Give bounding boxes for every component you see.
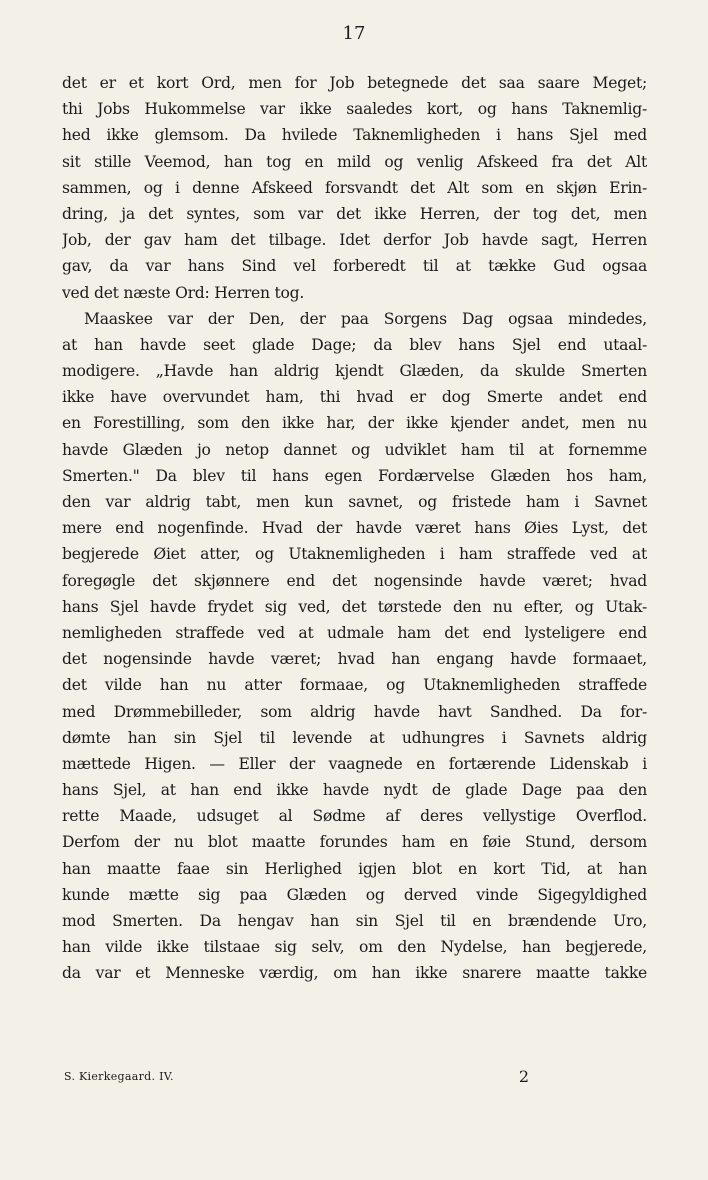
text-line: det vilde han nu atter formaae, og Utaknemligheden straffede (62, 676, 647, 695)
text-line: ikke have overvundet ham, thi hvad er dog Smerte andet end (62, 388, 647, 407)
page-footer (62, 1066, 647, 1088)
text-line: dring, ja det syntes, som var det ikke Herren, der tog det, men (62, 204, 647, 223)
text-line: mere end nogenfinde. Hvad der havde været hans Øies Lyst, det (62, 519, 647, 538)
text-line: mættede Higen. — Eller der vaagnede en fortærende Lidenskab i (62, 754, 647, 773)
text-line: foregøgle det skjønnere end det nogensinde havde været; hvad (62, 571, 647, 590)
text-line: modigere. „Havde han aldrig kjendt Glæden, da skulde Smerten (62, 362, 647, 381)
text-line: da var et Menneske værdig, om han ikke snarere maatte takke (62, 964, 647, 983)
printer-signature: S. Kierkegaard. IV. (64, 1070, 174, 1083)
page-number: 17 (342, 23, 366, 44)
text-line: Maaskee var der Den, der paa Sorgens Dag ogsaa mindedes, (84, 309, 647, 328)
text-line: Smerten." Da blev til hans egen Fordærvelse Glæden hos ham, (62, 466, 647, 485)
text-line: Derfom der nu blot maatte forundes ham en føie Stund, dersom (62, 833, 647, 852)
text-line: thi Jobs Hukommelse var ikke saaledes kort, og hans Taknemlig- (62, 100, 647, 119)
body-text (62, 70, 647, 987)
text-line: en Forestilling, som den ikke har, der ikke kjender andet, men nu (62, 414, 647, 433)
text-line: begjerede Øiet atter, og Utaknemligheden i ham straffede ved at (62, 545, 647, 564)
text-line: med Drømmebilleder, som aldrig havde havt Sandhed. Da for- (62, 702, 647, 721)
text-line: sammen, og i denne Afskeed forsvandt det Alt som en skjøn Erin- (62, 178, 647, 197)
text-line: ved det næste Ord: Herren tog. (62, 283, 305, 302)
text-line: nemligheden straffede ved at udmale ham det end lysteligere end (62, 623, 647, 642)
text-line: kunde mætte sig paa Glæden og derved vinde Sigegyldighed (62, 885, 647, 904)
text-line: han maatte faae sin Herlighed igjen blot en kort Tid, at han (62, 859, 647, 878)
text-line: hed ikke glemsom. Da hvilede Taknemligheden i hans Sjel med (62, 126, 647, 145)
text-line: han vilde ikke tilstaae sig selv, om den Nydelse, han begjerede, (62, 938, 647, 957)
text-line: den var aldrig tabt, men kun savnet, og fristede ham i Savnet (62, 493, 647, 511)
text-line: rette Maade, udsuget al Sødme af deres vellystige Overflod. (62, 807, 647, 826)
text-line: at han havde seet glade Dage; da blev hans Sjel end utaal- (62, 335, 647, 354)
text-line: det er et kort Ord, men for Job betegnede det saa saare Meget; (62, 74, 647, 92)
text-line: hans Sjel havde frydet sig ved, det tørstede den nu efter, og Utak- (62, 597, 647, 616)
sheet-number: 2 (518, 1067, 529, 1086)
text-line: det nogensinde havde været; hvad han engang havde formaaet, (62, 650, 647, 669)
text-line: sit stille Veemod, han tog en mild og venlig Afskeed fra det Alt (62, 152, 647, 171)
text-line: mod Smerten. Da hengav han sin Sjel til en brændende Uro, (62, 912, 647, 930)
text-line: dømte han sin Sjel til levende at udhungres i Savnets aldrig (62, 728, 647, 747)
text-line: Job, der gav ham det tilbage. Idet derfor Job havde sagt, Herren (62, 231, 647, 250)
text-line: havde Glæden jo netop dannet og udviklet ham til at fornemme (62, 440, 647, 459)
text-line: hans Sjel, at han end ikke havde nydt de glade Dage paa den (62, 781, 647, 800)
text-line: gav, da var hans Sind vel forberedt til at tække Gud ogsaa (62, 257, 647, 276)
